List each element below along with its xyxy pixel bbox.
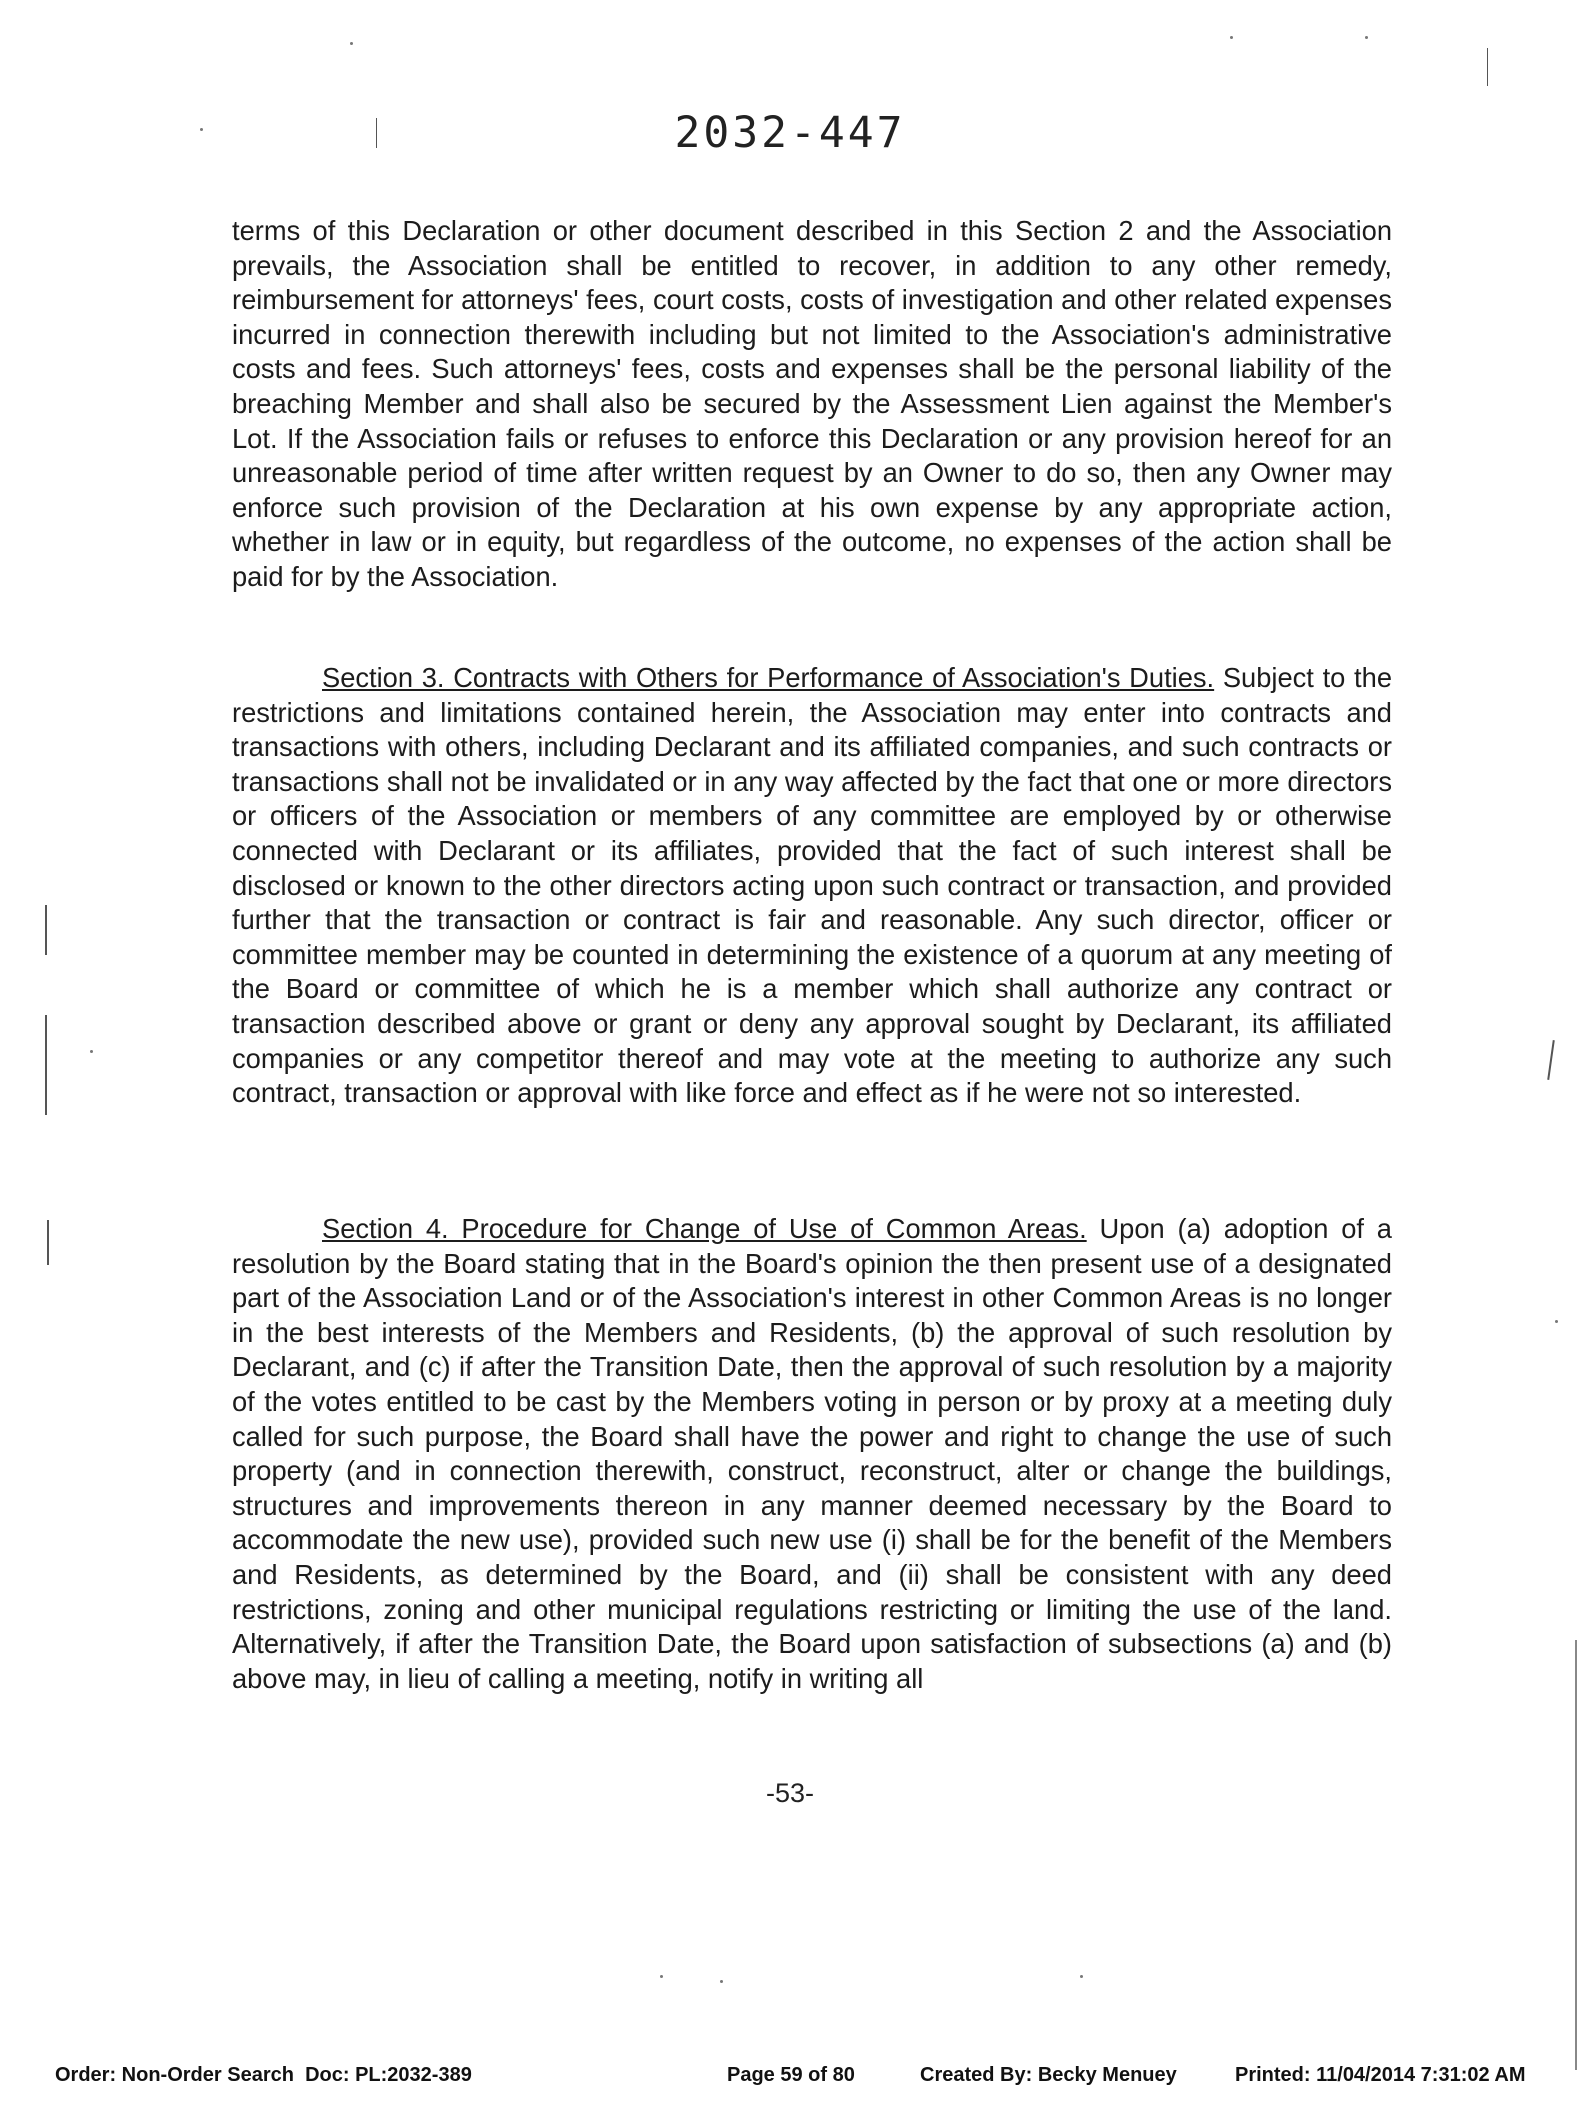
scan-speck	[1080, 1975, 1083, 1978]
scan-mark	[1575, 1640, 1577, 2070]
section-3-heading: Section 3. Contracts with Others for Performance of Association's Duties.	[322, 662, 1215, 693]
scan-mark	[45, 905, 47, 955]
scan-speck	[200, 128, 203, 131]
paragraph-section-2-continued	[232, 214, 1392, 595]
footer-order: Order: Non-Order Search	[55, 2064, 294, 2086]
paragraph-text: Subject to the restrictions and limitations contained herein, the Association may enter into contracts and transactions with others, including Declarant and its affiliated companies, and such contracts or transactions shall not be invalidated or in any way affected by the fact that one or more directors or officers of the Association or members of any committee are employed by or otherwise connected with Declarant or its affiliates, provided that the fact of such interest shall be disclosed or known to the other directors acting upon such contract or transaction, and provided further that the transaction or contract is fair and reasonable. Any such director, officer or committee member may be counted in determining the existence of a quorum at any meeting of the Board or committee of which he is a member which shall authorize any contract or transaction described above or grant or deny any approval sought by Declarant, its affiliated companies or any competitor thereof and may vote at the meeting to authorize any such contract, transaction or approval with like force and effect as if he were not so interested.	[232, 662, 1392, 1109]
paragraph-section-4	[232, 1212, 1392, 1696]
scan-speck	[90, 1050, 93, 1053]
paragraph-text: Upon (a) adoption of a resolution by the Board stating that in the Board's opinion the then present use of a designated part of the Association Land or of the Association's interest in other Common Areas is no longer in the best interests of the Members and Residents, (b) the approval of such resolution by Declarant, and (c) if after the Transition Date, then the approval of such resolution by a majority of the votes entitled to be cast by the Members voting in person or by proxy at a meeting duly called for such purpose, the Board shall have the power and right to change the use of such property (and in connection therewith, construct, reconstruct, alter or change the buildings, structures and improvements thereon in any manner deemed necessary by the Board to accommodate the new use), provided such new use (i) shall be for the benefit of the Members and Residents, as determined by the Board, and (ii) shall be consistent with any deed restrictions, zoning and other municipal regulations restricting or limiting the use of the land. Alternatively, if after the Transition Date, the Board upon satisfaction of subsections (a) and (b) above may, in lieu of calling a meeting, notify in writing all	[232, 1213, 1392, 1694]
page-number: -53-	[765, 1778, 814, 1808]
scan-speck	[660, 1975, 663, 1978]
book-page-number: 2032-447	[674, 108, 906, 158]
scan-mark	[1487, 48, 1488, 86]
scan-mark	[47, 1220, 49, 1265]
scan-speck	[1230, 36, 1233, 39]
section-4-heading: Section 4. Procedure for Change of Use of Common Areas.	[322, 1213, 1087, 1244]
footer-printed: Printed: 11/04/2014 7:31:02 AM	[1235, 2064, 1526, 2086]
scan-mark	[45, 1015, 47, 1115]
paragraph-text: terms of this Declaration or other document described in this Section 2 and the Association prevails, the Association shall be entitled to recover, in addition to any other remedy, reimbursement for attorneys' fees, court costs, costs of investigation and other related expenses incurred in connection therewith including but not limited to the Association's administrative costs and fees. Such attorneys' fees, costs and expenses shall be the personal liability of the breaching Member and shall also be secured by the Assessment Lien against the Member's Lot. If the Association fails or refuses to enforce this Declaration or any provision hereof for an unreasonable period of time after written request by an Owner to do so, then any Owner may enforce such provision of the Declaration at his own expense by any appropriate action, whether in law or in equity, but regardless of the outcome, no expenses of the action shall be paid for by the Association.	[232, 215, 1392, 592]
scan-speck	[720, 1980, 723, 1983]
footer-order-doc	[55, 2064, 472, 2087]
footer-page: Page 59 of 80	[727, 2064, 855, 2086]
footer-created-by: Created By: Becky Menuey	[920, 2064, 1177, 2086]
footer-doc: Doc: PL:2032-389	[305, 2064, 472, 2086]
scan-speck	[350, 42, 353, 45]
scan-speck	[1365, 36, 1368, 39]
scan-mark	[1547, 1040, 1555, 1080]
scan-speck	[1555, 1320, 1558, 1323]
paragraph-section-3	[232, 661, 1392, 1111]
scan-mark	[376, 118, 377, 148]
